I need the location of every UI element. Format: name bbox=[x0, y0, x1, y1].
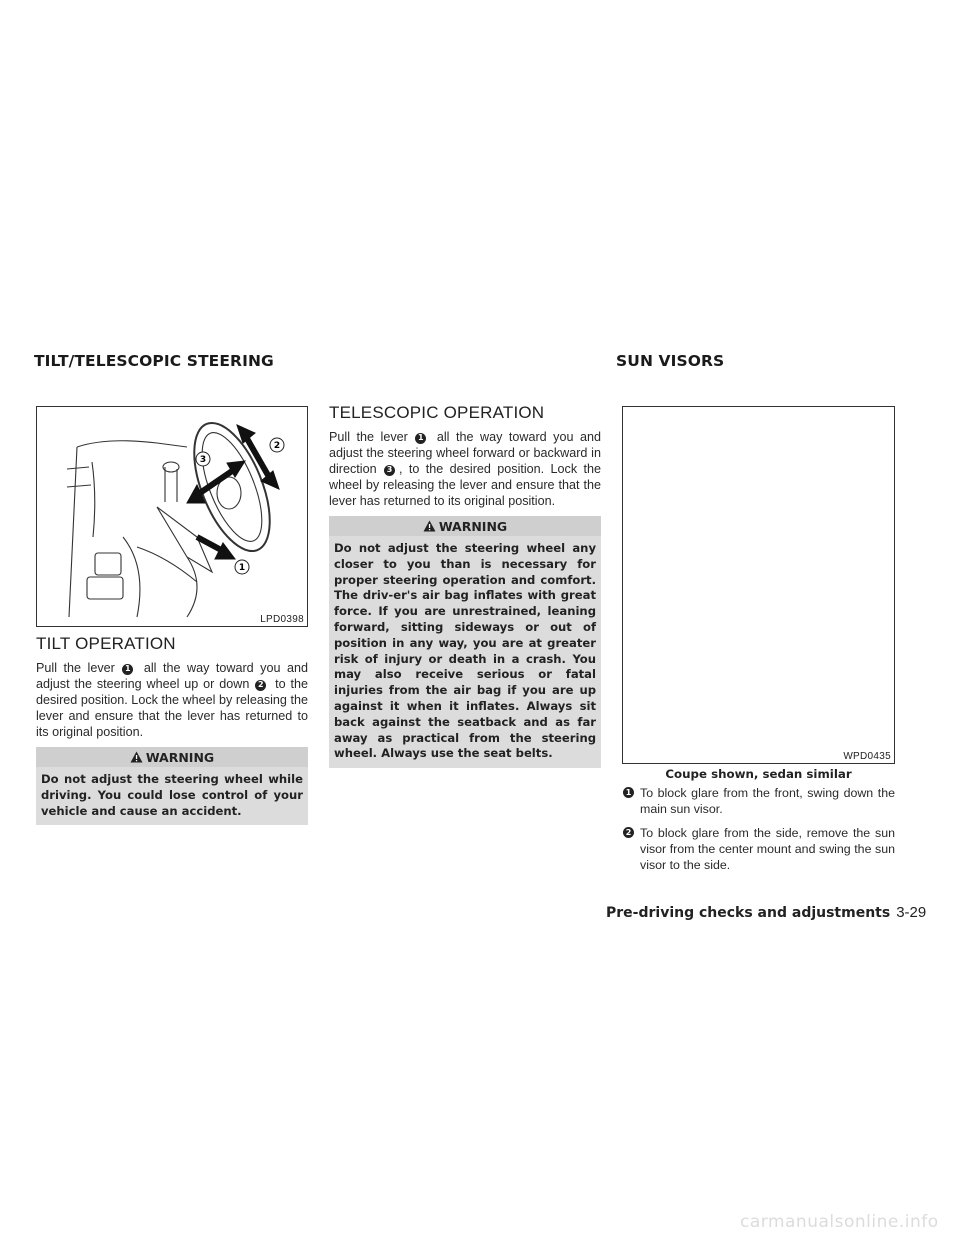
warning-text: Do not adjust the steering wheel any closer to you than is necessary for proper steering operation and comfort. The driv-er's air bag inflates with great force. If you are unrestrained, leaning forward, sitting sideways or out of position in any way, you are at greater risk of injury or death in a crash. You may also receive serious or fatal injuries from the air bag if you are up against it when it inflates. Always sit back against the seatback and as far away as practical from the steering wheel. Always use the seat belts. bbox=[334, 541, 596, 761]
page-number: 3-29 bbox=[896, 904, 927, 921]
warning-header bbox=[329, 516, 601, 536]
telescopic-operation-heading: TELESCOPIC OPERATION bbox=[329, 403, 545, 422]
callout-number-2: 2 bbox=[255, 680, 266, 691]
callout-number-1: 1 bbox=[415, 433, 426, 444]
warning-header bbox=[36, 747, 308, 767]
tilt-operation-heading: TILT OPERATION bbox=[36, 634, 176, 653]
tilt-operation-paragraph bbox=[36, 660, 308, 740]
tilt-warning-box bbox=[36, 747, 308, 825]
callout-number-3: 3 bbox=[384, 465, 395, 476]
warning-label: WARNING bbox=[145, 749, 215, 765]
steering-wheel-illustration bbox=[36, 406, 308, 627]
tele-text-part3: , to the desired position. Lock the wheel by releasing the lever and ensure that the lever has returned to its original position. bbox=[329, 462, 602, 508]
tilt-text-part3: to the desired position. Lock the wheel by releasing the lever and ensure that the lever has returned to its original position. bbox=[36, 677, 308, 739]
footer-section-title: Pre-driving checks and adjustments bbox=[606, 905, 891, 921]
figure-code-right: WPD0435 bbox=[843, 751, 891, 762]
watermark: carmanualsonline.info bbox=[740, 1212, 939, 1232]
callout-number-1: 1 bbox=[623, 787, 634, 798]
steering-column-drawing bbox=[37, 407, 307, 626]
figure-code-left: LPD0398 bbox=[260, 614, 304, 625]
tele-text-part2: all the way toward you and adjust the steering wheel forward or backward in direction bbox=[329, 430, 602, 476]
sun-visor-item-2 bbox=[622, 825, 895, 873]
section-title-tilt-telescopic-steering: TILT/TELESCOPIC STEERING bbox=[34, 352, 274, 370]
callout-3: 3 bbox=[199, 455, 207, 465]
callout-number-2: 2 bbox=[623, 827, 634, 838]
sun-visor-item-1 bbox=[622, 785, 895, 817]
telescopic-operation-paragraph bbox=[329, 429, 601, 509]
telescopic-warning-box bbox=[329, 516, 601, 768]
sun-visor-item-text: To block glare from the front, swing down the main sun visor. bbox=[640, 786, 895, 816]
section-title-sun-visors: SUN VISORS bbox=[616, 352, 725, 370]
warning-text: Do not adjust the steering wheel while driving. You could lose control of your vehicle and cause an accident. bbox=[41, 772, 303, 818]
tilt-text-part1: Pull the lever bbox=[36, 661, 115, 675]
callout-2: 2 bbox=[273, 441, 281, 451]
sun-visor-illustration bbox=[622, 406, 895, 764]
warning-triangle-icon bbox=[423, 520, 436, 532]
warning-label: WARNING bbox=[438, 518, 508, 534]
sun-visor-item-text: To block glare from the side, remove the sun visor from the center mount and swing the sun visor to the side. bbox=[640, 826, 895, 872]
callout-1: 1 bbox=[238, 563, 246, 573]
tele-text-part1: Pull the lever bbox=[329, 430, 408, 444]
figure-caption: Coupe shown, sedan similar bbox=[665, 767, 852, 781]
warning-triangle-icon bbox=[130, 751, 143, 763]
tilt-text-part2: all the way toward you and adjust the steering wheel up or down bbox=[36, 661, 309, 691]
callout-number-1: 1 bbox=[122, 664, 133, 675]
page-footer bbox=[606, 904, 926, 921]
